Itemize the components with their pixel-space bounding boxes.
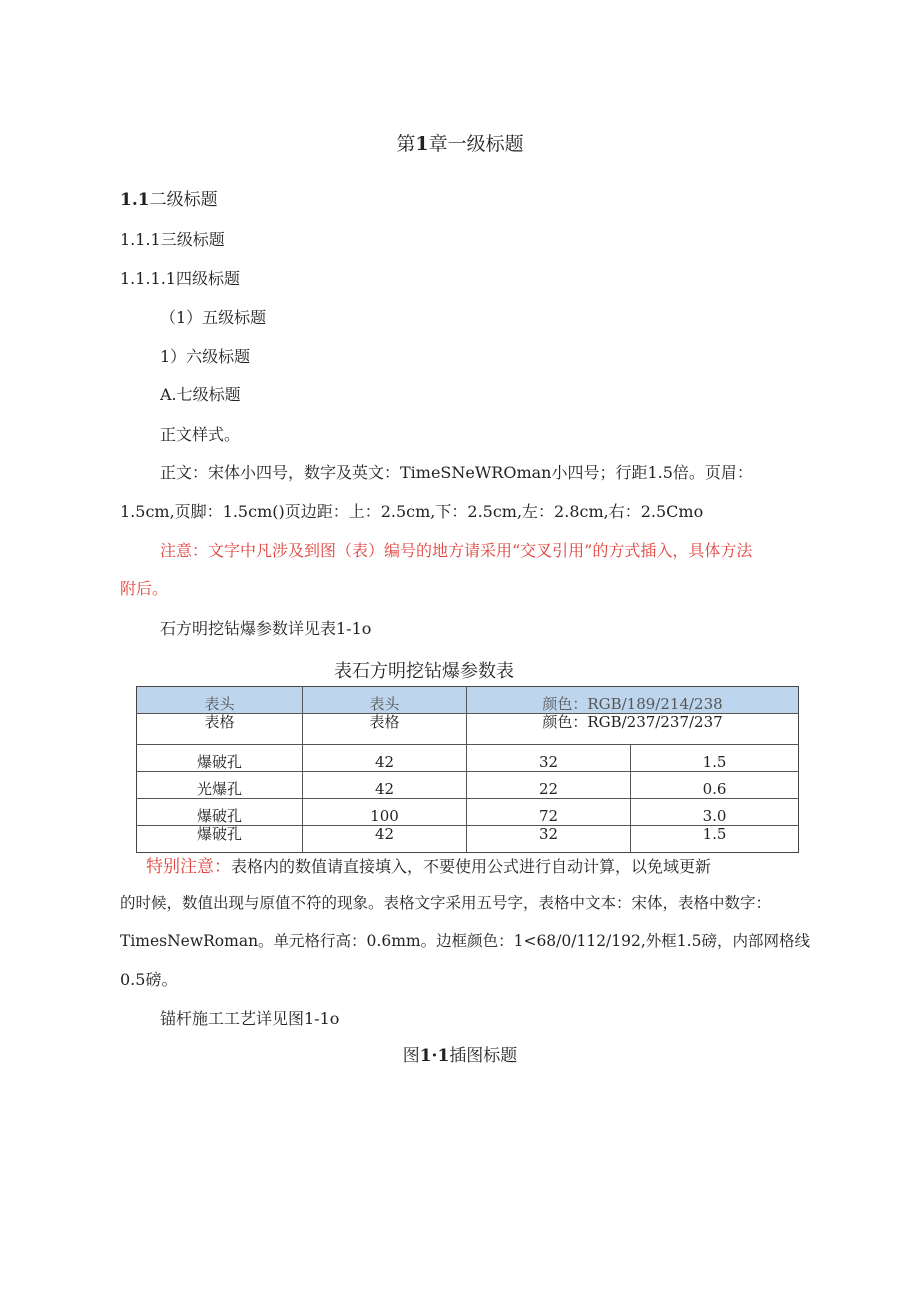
chapter-prefix: 第 xyxy=(396,133,416,155)
blasting-parameter-table xyxy=(136,686,799,853)
table-cell: 3.0 xyxy=(631,799,799,826)
table-row xyxy=(137,799,799,826)
table-header-cell: 表头 xyxy=(137,687,303,714)
table-row xyxy=(137,772,799,799)
table-cell: 42 xyxy=(303,745,467,772)
table-cell: 32 xyxy=(467,745,631,772)
table-row xyxy=(137,826,799,853)
heading-level-7: A.七级标题 xyxy=(160,385,241,404)
chapter-title xyxy=(0,131,920,157)
heading-level-2 xyxy=(120,189,218,211)
heading-level-3: 1.1.1三级标题 xyxy=(120,230,225,249)
chapter-suffix: 章一级标题 xyxy=(428,133,524,155)
table-cell: 爆破孔 xyxy=(137,745,303,772)
table-cell: 爆破孔 xyxy=(137,799,303,826)
table-reference: 石方明挖钻爆参数详见表1-1o xyxy=(160,619,372,638)
table-cell: 32 xyxy=(467,826,631,853)
table-header-row xyxy=(137,687,799,714)
table-header-cell: 表头 xyxy=(303,687,467,714)
figure-reference: 锚杆施工工艺详见图1-1o xyxy=(160,1009,340,1028)
table-subheader-cell: 表格 xyxy=(303,714,467,745)
body-spec-line-1: 正文：宋体小四号，数字及英文：TimeSNeWROman小四号；行距1.5倍。页眉： xyxy=(160,463,753,482)
table-cell: 22 xyxy=(467,772,631,799)
table-cell: 100 xyxy=(303,799,467,826)
special-note-line-4: 0.5磅。 xyxy=(120,970,178,989)
table-cell: 1.5 xyxy=(631,826,799,853)
table-cell: 42 xyxy=(303,826,467,853)
figure-caption-number: 1·1 xyxy=(419,1046,450,1066)
table-header-cell: 颜色：RGB/189/214/238 xyxy=(467,687,799,714)
heading-level-5: （1）五级标题 xyxy=(160,308,267,327)
figure-caption xyxy=(0,1045,920,1067)
special-note-label: 特别注意： xyxy=(146,857,231,877)
note-line-1: 注意：文字中凡涉及到图（表）编号的地方请采用“交叉引用”的方式插入，具体方法 xyxy=(160,541,753,560)
figure-caption-text: 插图标题 xyxy=(449,1046,518,1066)
table-cell: 0.6 xyxy=(631,772,799,799)
table-cell: 42 xyxy=(303,772,467,799)
note-line-2: 附后。 xyxy=(120,579,169,598)
table-cell: 72 xyxy=(467,799,631,826)
special-note-line-3: TimesNewRoman。单元格行高：0.6mm。边框颜色：1<68/0/112/192,外框1.5磅，内部网格线 xyxy=(120,932,810,950)
table-row xyxy=(137,745,799,772)
table-subheader-row xyxy=(137,714,799,745)
body-style-label: 正文样式。 xyxy=(160,425,241,444)
body-spec-line-2: 1.5cm,页脚：1.5cm()页边距：上：2.5cm,下：2.5cm,左：2.8cm,右：2.5Cmo xyxy=(120,502,704,521)
table-cell: 1.5 xyxy=(631,745,799,772)
heading-level-2-text: 二级标题 xyxy=(149,190,218,210)
table-subheader-cell: 表格 xyxy=(137,714,303,745)
table-caption: 表石方明挖钻爆参数表 xyxy=(334,661,514,682)
figure-caption-prefix: 图 xyxy=(402,1046,420,1066)
heading-level-6: 1）六级标题 xyxy=(160,347,251,366)
table-subheader-cell: 颜色：RGB/237/237/237 xyxy=(467,714,799,745)
table-cell: 爆破孔 xyxy=(137,826,303,853)
heading-level-4: 1.1.1.1四级标题 xyxy=(120,269,240,288)
special-note-line-1 xyxy=(146,856,711,878)
special-note-line-2: 的时候，数值出现与原值不符的现象。表格文字采用五号字，表格中文本：宋体，表格中数字： xyxy=(120,894,772,912)
heading-level-2-number: 1.1 xyxy=(120,190,150,210)
special-note-text: 表格内的数值请直接填入，不要使用公式进行自动计算，以免域更新 xyxy=(231,857,712,876)
chapter-number: 1 xyxy=(415,133,429,155)
table-cell: 光爆孔 xyxy=(137,772,303,799)
